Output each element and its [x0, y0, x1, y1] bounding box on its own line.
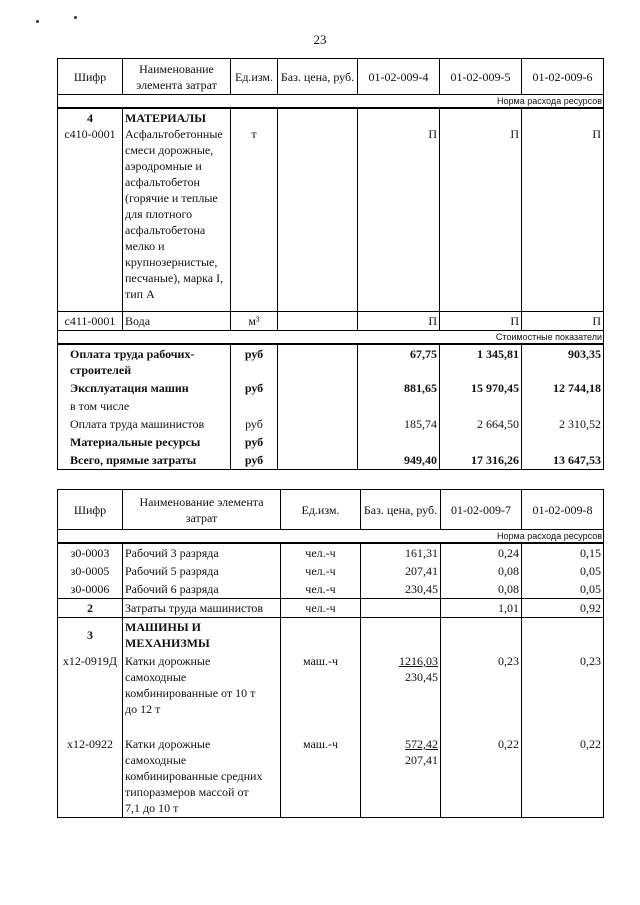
cost-row — [58, 379, 604, 397]
cost-name: Оплата труда рабочих- строителей — [58, 344, 231, 379]
header-code: Шифр — [58, 59, 123, 95]
header-col-2: 01-02-009-8 — [522, 490, 604, 530]
cost-unit: руб — [231, 433, 278, 451]
cost-label: Стоимостные показатели — [58, 331, 604, 345]
page-number: 23 — [313, 32, 327, 47]
row-value: 0,05 — [522, 580, 604, 599]
row-code: х12-0922 — [58, 735, 123, 818]
resource-table-2 — [57, 489, 604, 818]
cost-price — [278, 344, 358, 379]
cost-value: 13 647,53 — [522, 451, 604, 470]
row-value: 0,05 — [522, 562, 604, 580]
row-price: 230,45 — [361, 580, 441, 599]
row-name: Рабочий 6 разряда — [123, 580, 281, 599]
cost-value: 67,75 — [358, 344, 440, 379]
cost-value: 15 970,45 — [440, 379, 522, 397]
cost-value — [358, 397, 440, 415]
header-price: Баз. цена, руб. — [361, 490, 441, 530]
row-code: с410-0001 — [64, 127, 116, 141]
header-col-3: 01-02-009-6 — [522, 59, 604, 95]
row-code: з0-0003 — [58, 543, 123, 562]
row-value: 0,15 — [522, 543, 604, 562]
row-code: з0-0006 — [58, 580, 123, 599]
cost-unit: руб — [231, 379, 278, 397]
row-price — [278, 108, 358, 312]
row-value: 0,23 — [522, 652, 604, 735]
row-value: П — [522, 108, 604, 312]
row-name: Рабочий 3 разряда — [123, 543, 281, 562]
cost-name: Всего, прямые затраты — [58, 451, 231, 470]
row-value: П — [440, 108, 522, 312]
cost-unit: руб — [231, 344, 278, 379]
cost-name: в том числе — [58, 397, 231, 415]
cost-value: 903,35 — [522, 344, 604, 379]
cost-name: Эксплуатация машин — [58, 379, 231, 397]
row-value: 0,08 — [441, 562, 522, 580]
cost-value: 881,65 — [358, 379, 440, 397]
cost-value — [358, 433, 440, 451]
row-price: 1216,03 230,45 — [361, 652, 441, 735]
row-unit: чел.-ч — [281, 562, 361, 580]
cost-row — [58, 397, 604, 415]
cost-value: 185,74 — [358, 415, 440, 433]
cost-row — [58, 415, 604, 433]
cost-price — [278, 379, 358, 397]
row-code: з0-0005 — [58, 562, 123, 580]
row-unit: маш.-ч — [281, 735, 361, 818]
cost-price — [278, 397, 358, 415]
cost-unit — [231, 397, 278, 415]
header-col-2: 01-02-009-5 — [440, 59, 522, 95]
section-title: МАШИНЫ И МЕХАНИЗМЫ — [123, 618, 281, 653]
header-name: Наименование элемента затрат — [123, 490, 281, 530]
header-col-1: 01-02-009-4 — [358, 59, 440, 95]
section-title: МАТЕРИАЛЫ — [125, 111, 206, 125]
norm-label: Норма расхода ресурсов — [58, 530, 604, 544]
row-name: Катки дорожные самоходные комбинированные от 10 т до 12 т — [123, 652, 281, 735]
row-unit: чел.-ч — [281, 543, 361, 562]
section-2-row: 2 Затраты труда машинистов чел.-ч 1,01 0,92 — [58, 599, 604, 618]
cost-value: 17 316,26 — [440, 451, 522, 470]
row-unit: маш.-ч — [281, 652, 361, 735]
scan-dot — [36, 20, 39, 23]
cost-name: Материальные ресурсы — [58, 433, 231, 451]
machine-row — [58, 735, 604, 818]
row-value: 0,22 — [522, 735, 604, 818]
section-3-row — [58, 618, 604, 653]
section-number: 3 — [58, 618, 123, 653]
cost-value: 2 310,52 — [522, 415, 604, 433]
row-value: 0,22 — [441, 735, 522, 818]
header-unit: Ед.изм. — [231, 59, 278, 95]
section-content: МАТЕРИАЛЫ Асфальтобетонные смеси дорожные, аэродромные и асфальтобетон (горячие и теплые для плотного асфальтобетона мелко и крупнозернистые, песчаные), марка I, тип А — [123, 108, 231, 312]
machine-row — [58, 652, 604, 735]
row-value: 0,23 — [441, 652, 522, 735]
cost-value — [522, 397, 604, 415]
header-code: Шифр — [58, 490, 123, 530]
section-number: 4 с410-0001 — [58, 108, 123, 312]
row-price: 161,31 — [361, 543, 441, 562]
table-row — [58, 580, 604, 599]
cost-value: 12 744,18 — [522, 379, 604, 397]
cost-row — [58, 433, 604, 451]
cost-value: 949,40 — [358, 451, 440, 470]
cost-row — [58, 344, 604, 379]
table-row — [58, 543, 604, 562]
header-unit: Ед.изм. — [281, 490, 361, 530]
cost-value: 1 345,81 — [440, 344, 522, 379]
scan-dot — [74, 16, 77, 19]
cost-row — [58, 451, 604, 470]
row-price: 572,42 207,41 — [361, 735, 441, 818]
table-row: с411-0001 Вода м³ П П П — [58, 312, 604, 331]
table-row — [58, 562, 604, 580]
row-value: 0,08 — [441, 580, 522, 599]
cost-price — [278, 433, 358, 451]
cost-value — [522, 433, 604, 451]
header-price: Баз. цена, руб. — [278, 59, 358, 95]
cost-value — [440, 433, 522, 451]
cost-unit: руб — [231, 451, 278, 470]
row-code: х12-0919Д — [58, 652, 123, 735]
row-unit: чел.-ч — [281, 580, 361, 599]
cost-price — [278, 415, 358, 433]
row-value: 0,24 — [441, 543, 522, 562]
cost-price — [278, 451, 358, 470]
cost-name: Оплата труда машинистов — [58, 415, 231, 433]
row-price: 207,41 — [361, 562, 441, 580]
row-name: Рабочий 5 разряда — [123, 562, 281, 580]
cost-unit: руб — [231, 415, 278, 433]
row-unit: т — [231, 108, 278, 312]
row-name: Катки дорожные самоходные комбинированные средних типоразмеров массой от 7,1 до 10 т — [123, 735, 281, 818]
row-value: П — [358, 108, 440, 312]
header-name: Наименование элемента затрат — [123, 59, 231, 95]
cost-value: 2 664,50 — [440, 415, 522, 433]
resource-table-1 — [57, 58, 604, 470]
cost-value — [440, 397, 522, 415]
header-col-1: 01-02-009-7 — [441, 490, 522, 530]
norm-label: Норма расхода ресурсов — [58, 95, 604, 109]
